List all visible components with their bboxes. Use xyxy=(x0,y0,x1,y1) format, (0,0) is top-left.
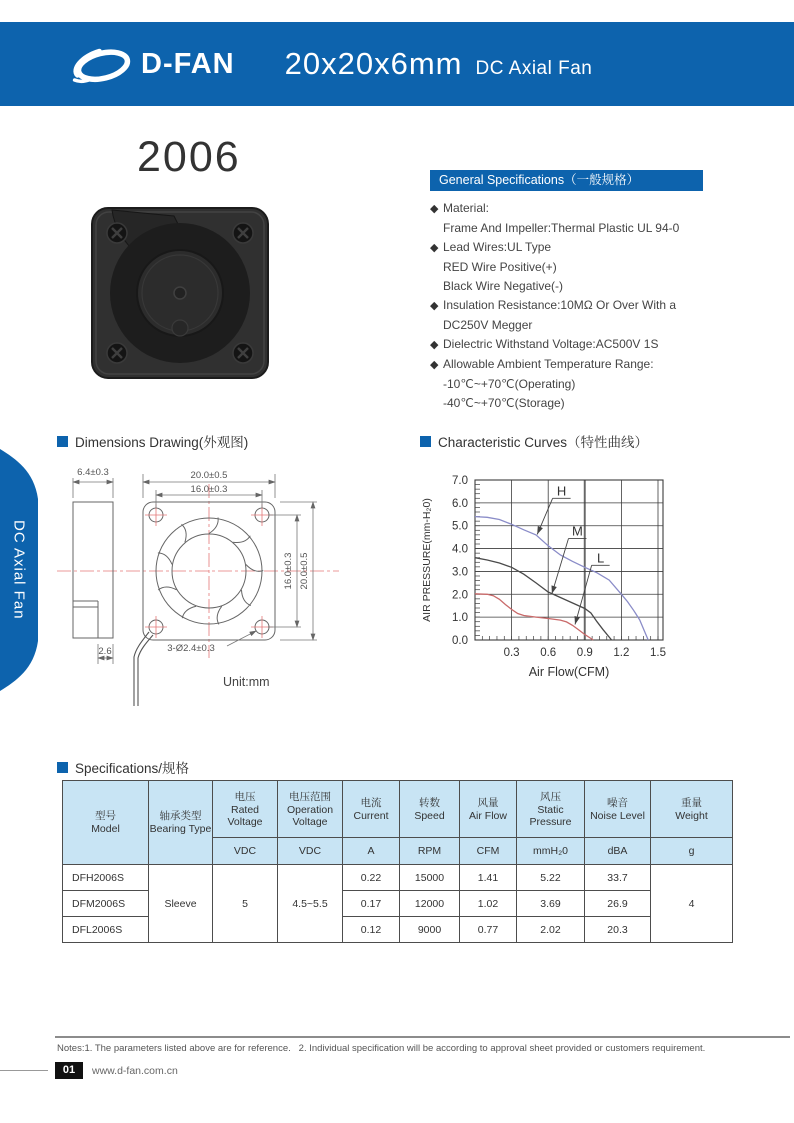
blue-square-bullet-icon xyxy=(57,762,68,773)
unit-cell: A xyxy=(343,838,400,865)
website-url: www.d-fan.com.cn xyxy=(92,1065,178,1077)
svg-text:4.0: 4.0 xyxy=(452,543,468,556)
footer-left-tick xyxy=(0,1070,48,1071)
svg-text:0.9: 0.9 xyxy=(576,647,593,659)
unit-cell: VDC xyxy=(213,838,278,865)
unit-cell: CFM xyxy=(460,838,517,865)
col-operation-voltage: 电压范围 Operation Voltage xyxy=(278,781,343,838)
noise-cell: 33.7 xyxy=(585,865,651,891)
dim-wire-step: 2.6 xyxy=(98,646,112,657)
page-title: 20x20x6mm xyxy=(284,46,463,81)
col-noise: 噪音 Noise Level xyxy=(585,781,651,838)
col-static-pressure: 风压 Static Pressure xyxy=(517,781,585,838)
current-cell: 0.22 xyxy=(343,865,400,891)
spec-line: Black Wire Negative(-) xyxy=(443,279,564,293)
spec-line: ◆ Insulation Resistance:10MΩ Or Over With a xyxy=(430,296,730,316)
fan-swoosh-logo-icon xyxy=(70,42,134,86)
svg-text:3.0: 3.0 xyxy=(452,566,468,579)
dim-outer-height: 20.0±0.5 xyxy=(299,552,310,590)
unit-cell: g xyxy=(651,838,733,865)
characteristic-curves-chart xyxy=(418,450,763,692)
spec-line: ◆ Dielectric Withstand Voltage:AC500V 1S xyxy=(430,335,730,355)
svg-text:7.0: 7.0 xyxy=(452,475,468,487)
diamond-bullet-icon: ◆ xyxy=(430,359,439,371)
dim-hole-pitch-h: 16.0±0.3 xyxy=(283,552,294,590)
speed-cell: 9000 xyxy=(400,917,460,943)
operation-voltage-cell: 4.5~5.5 xyxy=(278,865,343,943)
bearing-cell: Sleeve xyxy=(149,865,213,943)
fan-side-view xyxy=(73,502,113,638)
svg-text:M: M xyxy=(572,523,583,539)
side-tab-label: DC Axial Fan xyxy=(10,520,28,620)
col-bearing: 轴承类型 Bearing Type xyxy=(149,781,213,865)
model-cell: DFM2006S xyxy=(63,891,149,917)
model-cell: DFL2006S xyxy=(63,917,149,943)
dimensions-section-heading: Dimensions Drawing(外观图) xyxy=(57,431,248,451)
svg-text:0.0: 0.0 xyxy=(452,635,468,647)
spec-line: DC250V Megger xyxy=(443,318,533,332)
current-cell: 0.12 xyxy=(343,917,400,943)
svg-text:5.0: 5.0 xyxy=(452,520,468,533)
spec-line: Frame And Impeller:Thermal Plastic UL 94-0 xyxy=(443,221,680,235)
general-specifications xyxy=(430,170,730,413)
diamond-bullet-icon: ◆ xyxy=(430,300,439,312)
static-pressure-cell: 3.69 xyxy=(517,891,585,917)
header-bar xyxy=(0,22,794,106)
svg-text:1.2: 1.2 xyxy=(613,647,630,659)
svg-text:Air Flow(CFM): Air Flow(CFM) xyxy=(528,665,610,679)
dim-side-width: 6.4±0.3 xyxy=(77,467,109,478)
speed-cell: 12000 xyxy=(400,891,460,917)
unit-cell: dBA xyxy=(585,838,651,865)
general-specs-list xyxy=(430,199,730,413)
svg-text:H: H xyxy=(556,483,567,499)
speed-cell: 15000 xyxy=(400,865,460,891)
current-cell: 0.17 xyxy=(343,891,400,917)
spec-line: ◆ Lead Wires:UL Type xyxy=(430,238,730,258)
unit-label: Unit:mm xyxy=(223,675,270,689)
table-header-row xyxy=(63,781,733,838)
col-rated-voltage: 电压 Rated Voltage xyxy=(213,781,278,838)
fan-product-image xyxy=(86,198,280,392)
col-air-flow: 风量 Air Flow xyxy=(460,781,517,838)
spec-line: -40℃~+70℃(Storage) xyxy=(443,396,565,410)
svg-text:6.0: 6.0 xyxy=(452,497,468,510)
rated-voltage-cell: 5 xyxy=(213,865,278,943)
col-model: 型号 Model xyxy=(63,781,149,865)
air-flow-cell: 1.41 xyxy=(460,865,517,891)
svg-text:1.0: 1.0 xyxy=(452,612,468,625)
air-flow-cell: 0.77 xyxy=(460,917,517,943)
dimensions-drawing xyxy=(55,460,405,708)
brand-name: D-FAN xyxy=(141,47,235,80)
blue-square-bullet-icon xyxy=(57,436,68,447)
specifications-table xyxy=(62,780,733,943)
footer-rule xyxy=(55,1036,790,1038)
unit-cell: mmH₂0 xyxy=(517,838,585,865)
unit-cell: RPM xyxy=(400,838,460,865)
model-number: 2006 xyxy=(137,133,241,181)
diamond-bullet-icon: ◆ xyxy=(430,339,439,351)
static-pressure-cell: 2.02 xyxy=(517,917,585,943)
weight-cell: 4 xyxy=(651,865,733,943)
noise-cell: 26.9 xyxy=(585,891,651,917)
col-speed: 转数 Speed xyxy=(400,781,460,838)
spec-line: RED Wire Positive(+) xyxy=(443,260,557,274)
page-subtitle: DC Axial Fan xyxy=(475,58,593,79)
dim-outer-width: 20.0±0.5 xyxy=(190,470,228,481)
page-number-badge: 01 xyxy=(55,1062,83,1079)
noise-cell: 20.3 xyxy=(585,917,651,943)
svg-text:AIR PRESSURE(mm-H₂0): AIR PRESSURE(mm-H₂0) xyxy=(421,498,433,622)
svg-text:0.3: 0.3 xyxy=(503,647,520,659)
footer-notes: Notes:1. The parameters listed above are for reference. 2. Individual specification will be according to approval sheet provided or customers requirement. xyxy=(57,1043,706,1054)
model-cell: DFH2006S xyxy=(63,865,149,891)
static-pressure-cell: 5.22 xyxy=(517,865,585,891)
diamond-bullet-icon: ◆ xyxy=(430,242,439,254)
curves-section-heading: Characteristic Curves（特性曲线） xyxy=(420,431,648,451)
side-tab xyxy=(0,445,44,695)
blue-square-bullet-icon xyxy=(420,436,431,447)
svg-text:0.6: 0.6 xyxy=(540,647,557,659)
unit-cell: VDC xyxy=(278,838,343,865)
specs-section-heading: Specifications/规格 xyxy=(57,757,189,777)
svg-text:1.5: 1.5 xyxy=(650,647,666,659)
col-current: 电流 Current xyxy=(343,781,400,838)
lead-wires xyxy=(134,632,153,706)
spec-line: ◆ Allowable Ambient Temperature Range: xyxy=(430,355,730,375)
dim-mount-holes: 3-Ø2.4±0.3 xyxy=(167,643,215,654)
svg-text:L: L xyxy=(597,550,605,566)
col-weight: 重量 Weight xyxy=(651,781,733,838)
general-specs-heading: General Specifications（一般规格） xyxy=(430,170,703,191)
diamond-bullet-icon: ◆ xyxy=(430,203,439,215)
dim-hole-pitch-w: 16.0±0.3 xyxy=(190,484,228,495)
spec-line: ◆ Material: xyxy=(430,199,730,219)
svg-text:2.0: 2.0 xyxy=(452,589,468,602)
brand-logo xyxy=(70,42,235,86)
air-flow-cell: 1.02 xyxy=(460,891,517,917)
table-row xyxy=(63,865,733,891)
spec-line: -10℃~+70℃(Operating) xyxy=(443,377,576,391)
